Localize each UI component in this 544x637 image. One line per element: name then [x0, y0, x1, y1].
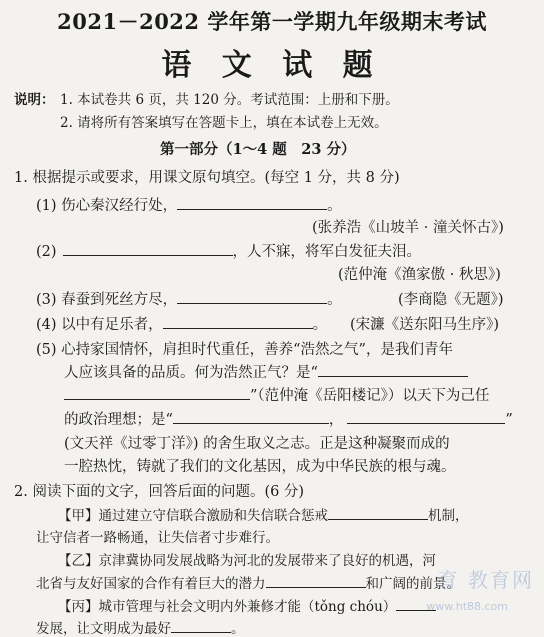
answer-blank[interactable] — [173, 411, 329, 424]
answer-blank[interactable] — [266, 575, 366, 588]
passage-yi-line-2: 北省与友好国家的合作有着巨大的潜力 和广阔的前景。 — [36, 576, 460, 592]
answer-blank[interactable] — [63, 243, 233, 256]
question-1-stem: 1. 根据提示或要求，用课文原句填空。(每空 1 分，共 8 分) — [14, 170, 400, 186]
passage-jia-line-1: 【甲】通过建立守信联合激励和失信联合惩戒 机制， — [58, 508, 469, 524]
answer-blank[interactable] — [177, 291, 327, 304]
question-2-stem: 2. 阅读下面的文字，回答后面的问题。(6 分) — [14, 484, 305, 500]
notes-line-2: 2. 请将所有答案填写在答题卡上，填在本试卷上无效。 — [60, 115, 388, 131]
exam-title: 2021－2022 学年第一学期九年级期末考试 — [57, 9, 487, 34]
q1-item-1-source: (张养浩《山坡羊 · 潼关怀古》) — [312, 220, 504, 236]
q1-item-5-line-1: (5) 心持家国情怀，肩担时代重任，善养“浩然之气”，是我们青年 — [36, 342, 453, 358]
subject-title: 语 文 试 题 — [161, 48, 383, 83]
q1-item-4: (4) 以中有足乐者， 。 — [36, 317, 328, 333]
q1-item-2: (2) ，人不寐，将军白发征夫泪。 — [36, 244, 422, 260]
notes-line-1: 1. 本试卷共 6 页，共 120 分。考试范围：上册和下册。 — [60, 92, 399, 108]
q1-item-2-source: (范仲淹《渔家傲 · 秋思》) — [338, 267, 501, 283]
answer-blank[interactable] — [318, 364, 468, 377]
answer-blank[interactable] — [347, 411, 505, 424]
passage-bing-line-1: 【丙】城市管理与社会文明内外兼修才能（tǒng chóu） — [58, 595, 436, 615]
answer-blank[interactable] — [171, 620, 231, 633]
q1-item-3-source: (李商隐《无题》) — [398, 292, 504, 308]
q1-item-5-line-6: 一腔热忱，铸就了我们的文化基因，成为中华民族的根与魂。 — [64, 459, 456, 475]
q1-item-5-line-4: 的政治理想；是“ ， ” — [64, 412, 513, 428]
answer-blank[interactable] — [64, 387, 250, 400]
answer-blank[interactable] — [328, 507, 428, 520]
answer-blank[interactable] — [177, 197, 327, 210]
q1-item-1: (1) 伤心秦汉经行处， 。 — [36, 198, 342, 214]
q1-item-3: (3) 春蚕到死丝方尽， 。 — [36, 292, 342, 308]
section-title: 第一部分（1～4 题 23 分） — [160, 141, 356, 158]
answer-blank[interactable] — [163, 316, 313, 329]
passage-jia-line-2: 让守信者一路畅通，让失信者寸步难行。 — [36, 530, 279, 546]
passage-yi-line-1: 【乙】京津冀协同发展战略为河北的发展带来了良好的机遇，河 — [58, 553, 436, 569]
passage-bing-line-2: 发展，让文明成为最好 。 — [36, 621, 245, 637]
q1-item-5-line-2: 人应该具备的品质。何为浩然正气？是“ — [64, 361, 468, 382]
q1-item-5-line-5: (文天祥《过零丁洋》) 的舍生取义之志。正是这种凝聚而成的 — [64, 436, 450, 452]
notes-label: 说明： — [14, 92, 55, 108]
watermark-brand: 育 教育网 — [437, 568, 534, 592]
watermark-url: www.ht88.com — [426, 600, 508, 613]
q1-item-4-source: (宋濂《送东阳马生序》) — [350, 317, 500, 333]
q1-item-5-line-3: ”（范仲淹《岳阳楼记》）以天下为己任 — [64, 384, 489, 405]
